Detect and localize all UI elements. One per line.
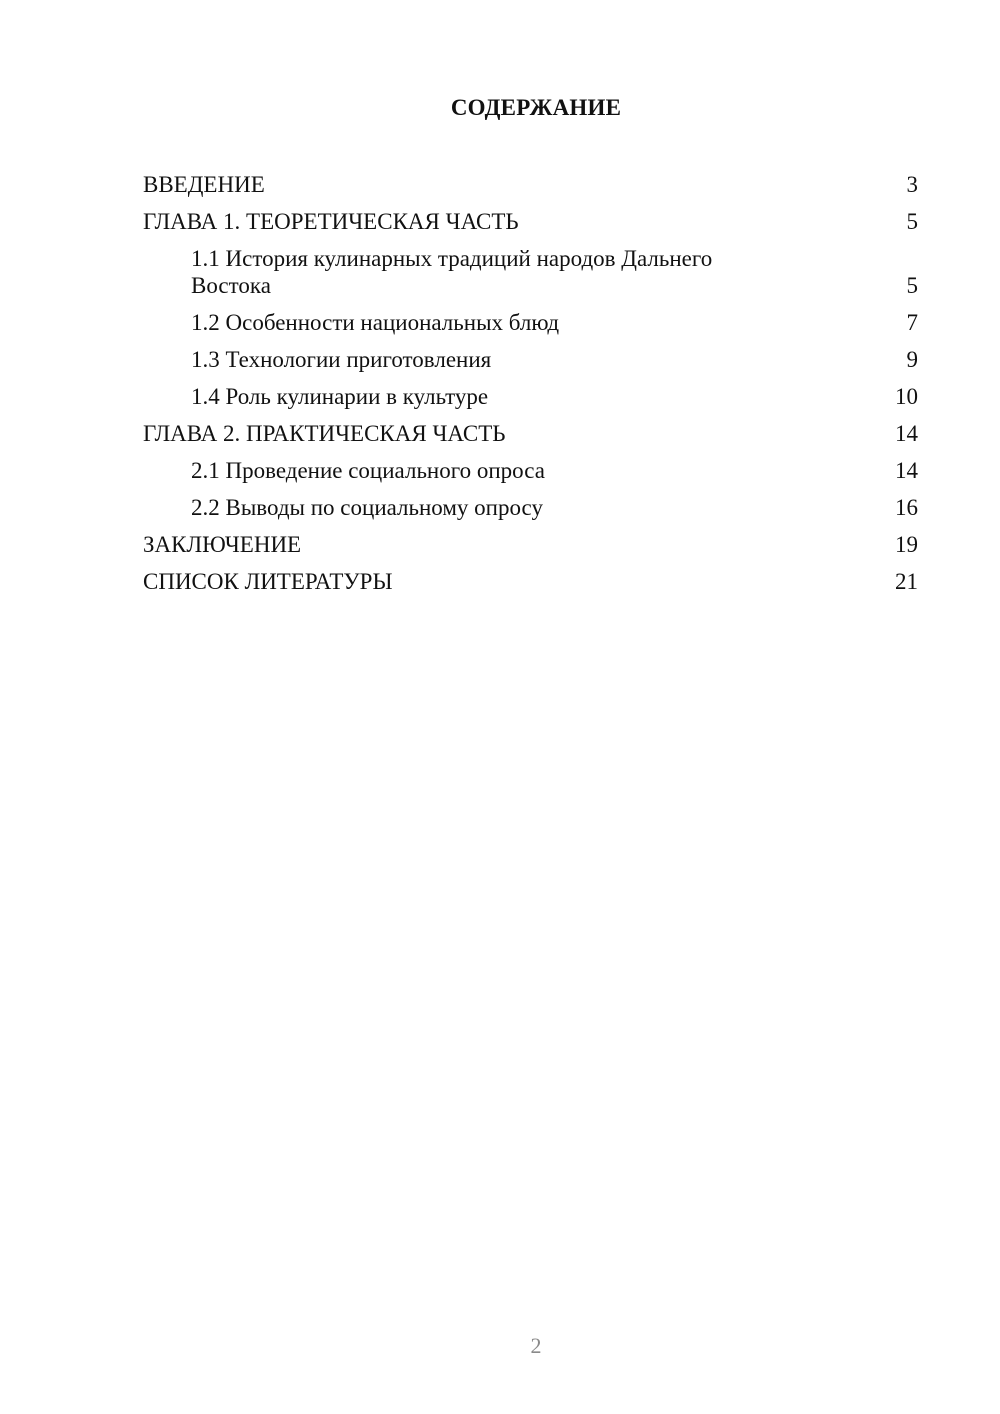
toc-entry-page: 19 xyxy=(895,532,918,557)
toc-entry-page: 3 xyxy=(906,172,918,197)
table-of-contents xyxy=(143,168,918,602)
toc-entry-title: ГЛАВА 2. ПРАКТИЧЕСКАЯ ЧАСТЬ xyxy=(143,421,506,446)
toc-entry-references xyxy=(143,565,918,602)
toc-entry-title: ГЛАВА 1. ТЕОРЕТИЧЕСКАЯ ЧАСТЬ xyxy=(143,209,519,234)
toc-entry-section-1-3 xyxy=(143,343,918,380)
toc-entry-title: ЗАКЛЮЧЕНИЕ xyxy=(143,532,302,557)
page-number: 2 xyxy=(530,1333,542,1358)
toc-entry-page: 5 xyxy=(906,209,918,234)
toc-entry-section-2-1 xyxy=(143,454,918,491)
toc-entry-page: 5 xyxy=(906,273,918,298)
toc-entry-page: 10 xyxy=(895,384,918,409)
toc-entry-introduction xyxy=(143,168,918,205)
toc-entry-conclusion xyxy=(143,528,918,565)
toc-entry-title: СПИСОК ЛИТЕРАТУРЫ xyxy=(143,569,393,594)
toc-entry-page: 9 xyxy=(906,347,918,372)
toc-entry-title: 1.1 История кулинарных традиций народов Дальнего Востока xyxy=(191,246,713,298)
toc-entry-section-2-2 xyxy=(143,491,918,528)
toc-entry-page: 14 xyxy=(895,458,918,483)
toc-entry-title: 2.1 Проведение социального опроса xyxy=(191,458,545,483)
toc-entry-title: 1.2 Особенности национальных блюд xyxy=(191,310,560,335)
toc-entry-page: 7 xyxy=(906,310,918,335)
toc-entry-title: 2.2 Выводы по социальному опросу xyxy=(191,495,543,520)
toc-entry-chapter-1 xyxy=(143,205,918,242)
toc-entry-page: 21 xyxy=(895,569,918,594)
toc-entry-page: 14 xyxy=(895,421,918,446)
toc-entry-section-1-1 xyxy=(143,242,918,306)
toc-entry-page: 16 xyxy=(895,495,918,520)
toc-entry-title: ВВЕДЕНИЕ xyxy=(143,172,265,197)
page-title: СОДЕРЖАНИЕ xyxy=(450,95,622,120)
toc-entry-section-1-2 xyxy=(143,306,918,343)
toc-entry-chapter-2 xyxy=(143,417,918,454)
toc-entry-section-1-4 xyxy=(143,380,918,417)
toc-entry-title: 1.3 Технологии приготовления xyxy=(191,347,492,372)
toc-entry-title: 1.4 Роль кулинарии в культуре xyxy=(191,384,489,409)
